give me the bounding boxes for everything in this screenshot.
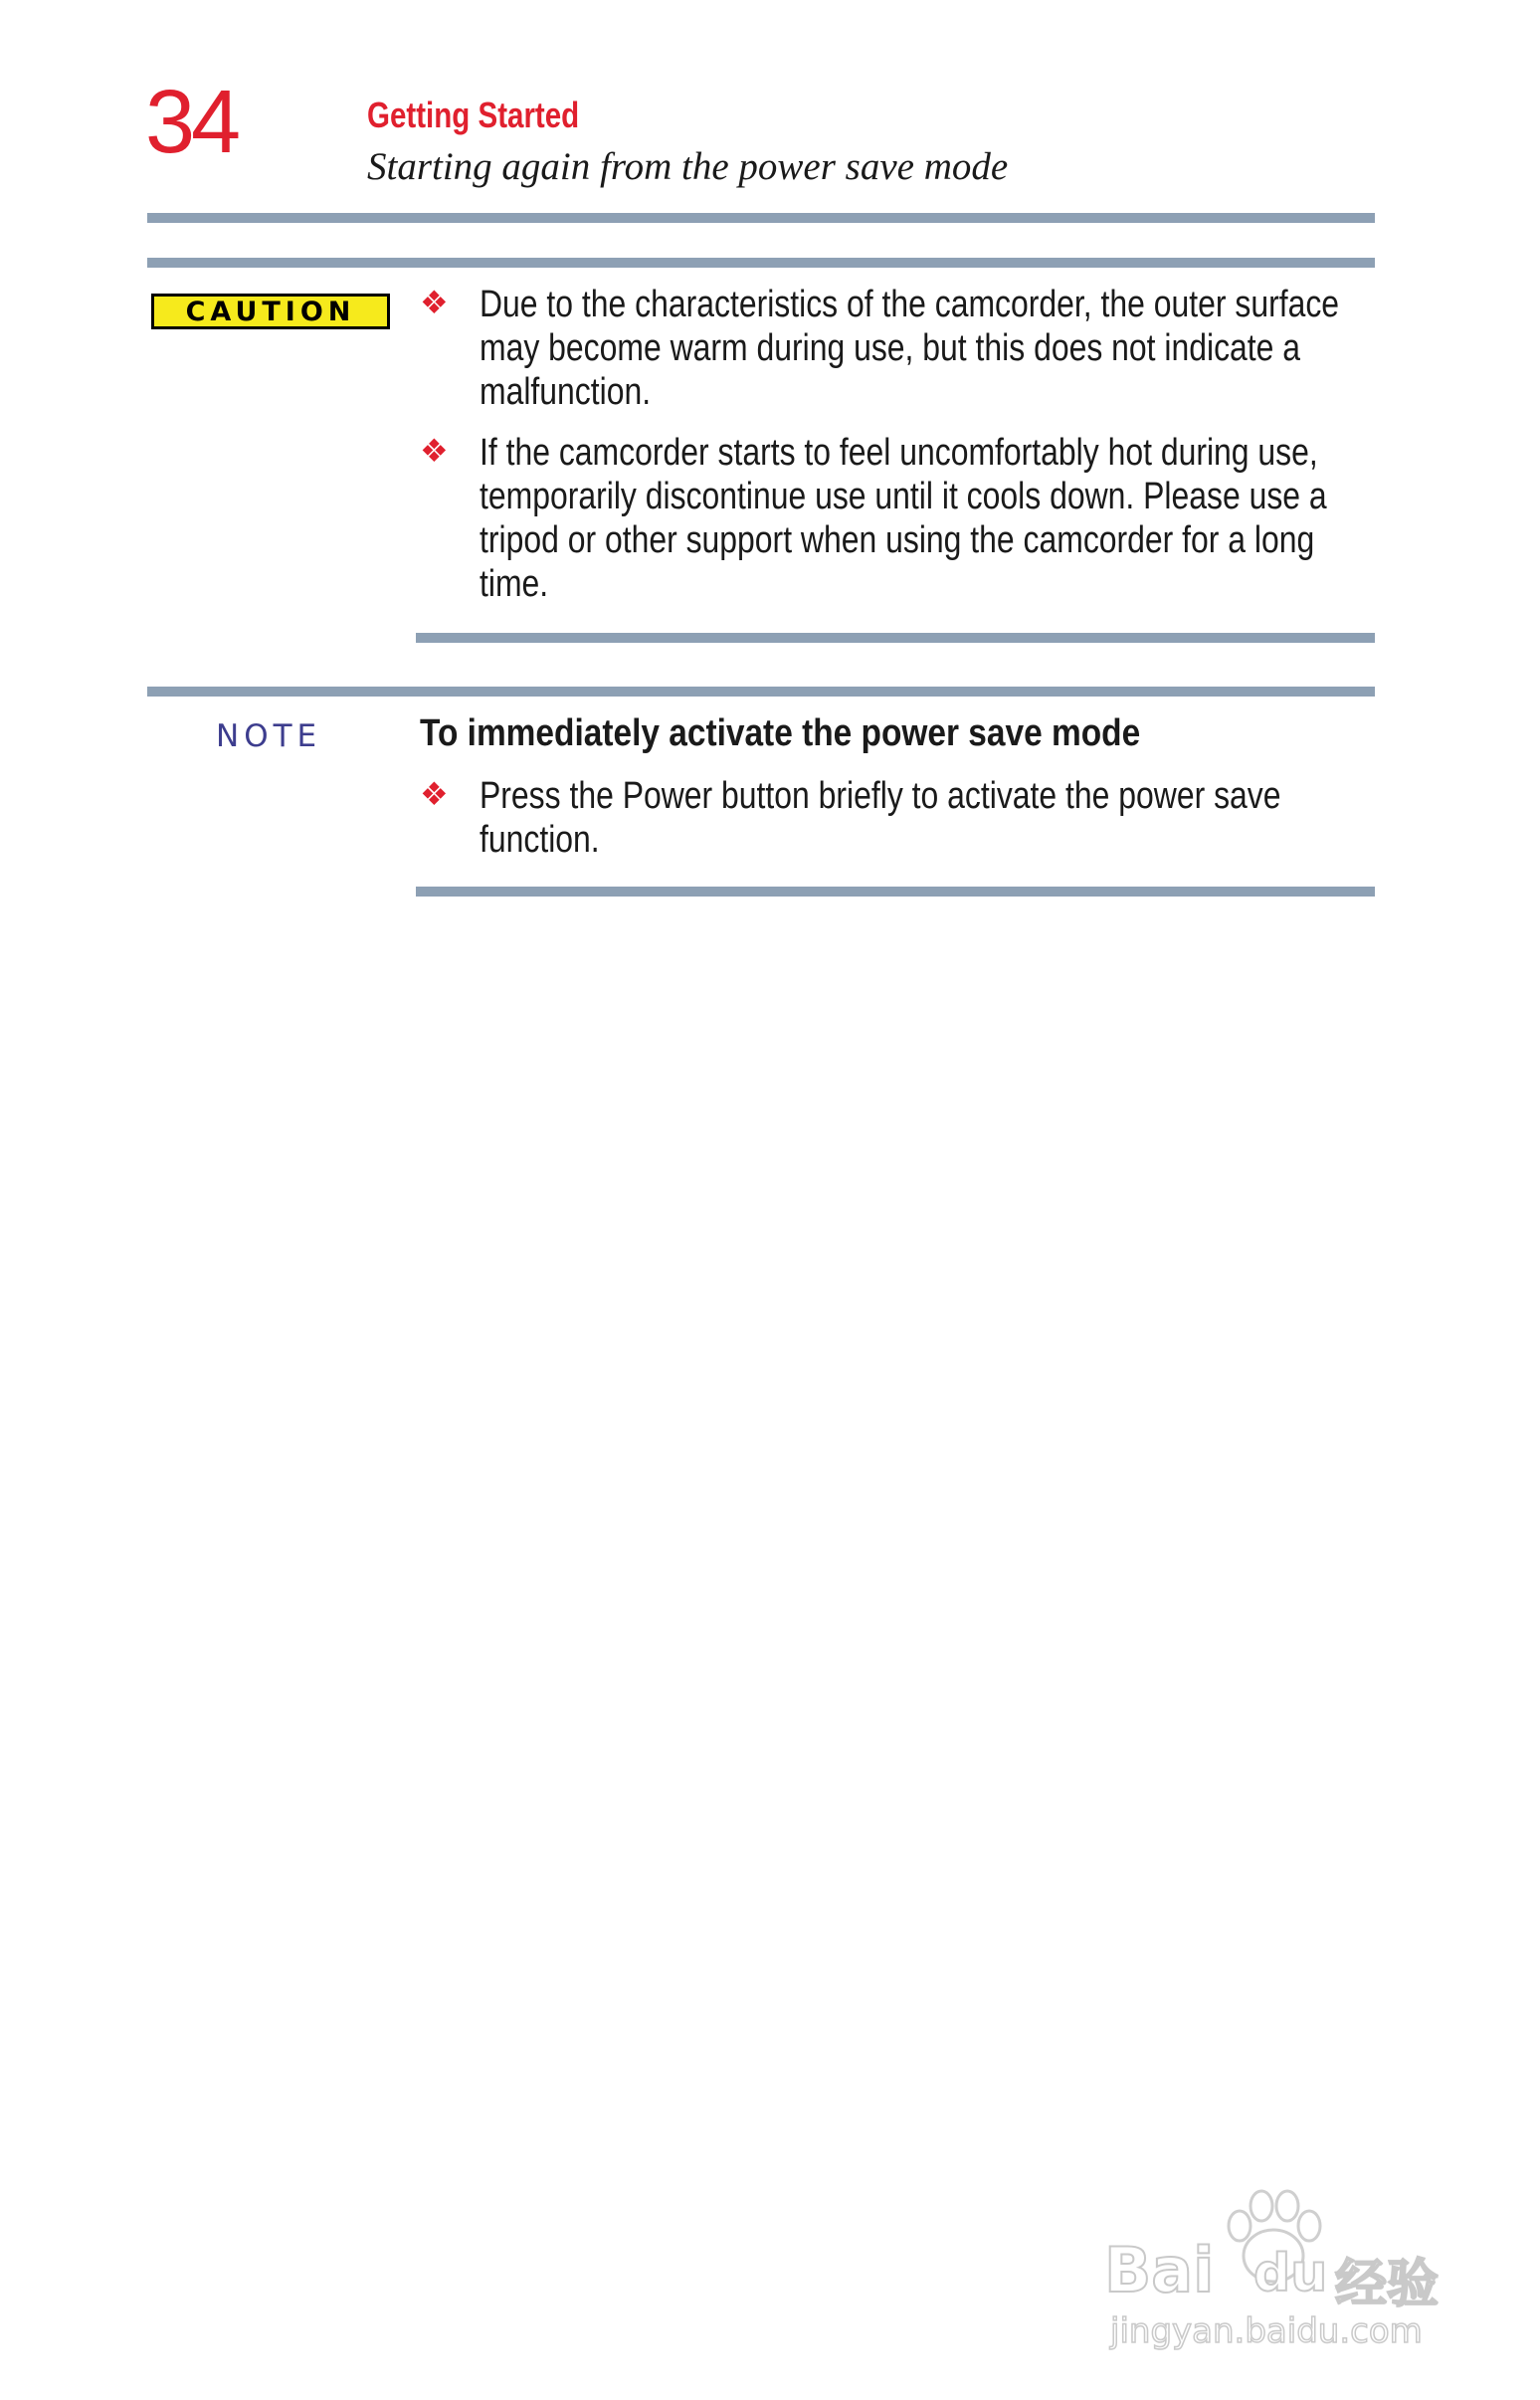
- header-rule: [147, 213, 1375, 223]
- note-top-rule: [147, 687, 1375, 697]
- list-item-text: If the camcorder starts to feel uncomfortably hot during use, temporarily discontinue use until it cools down. Please use a tripod or other support when using the camcorder for a long time.: [480, 432, 1327, 605]
- note-bottom-rule: [416, 887, 1375, 897]
- caution-top-rule: [147, 258, 1375, 268]
- watermark-cn: 经验: [1335, 2255, 1440, 2314]
- note-heading: To immediately activate the power save mode: [420, 712, 1141, 754]
- diamond-bullet-icon: ❖: [420, 285, 449, 320]
- watermark-brand: Bai: [1104, 2234, 1215, 2306]
- watermark-brand-suffix: du: [1253, 2244, 1328, 2303]
- watermark: [1104, 2184, 1462, 2353]
- note-list: [420, 774, 1375, 879]
- section-title: Starting again from the power save mode: [367, 145, 1009, 188]
- list-item: [420, 431, 1375, 606]
- diamond-bullet-icon: ❖: [420, 776, 449, 812]
- watermark-url: jingyan.baidu.com: [1110, 2311, 1423, 2351]
- list-item-text: Press the Power button briefly to activate the power save function.: [480, 775, 1281, 861]
- caution-bottom-rule: [416, 633, 1375, 643]
- diamond-bullet-icon: ❖: [420, 433, 449, 469]
- chapter-title: Getting Started: [367, 95, 580, 135]
- page-number: 34: [145, 73, 238, 172]
- list-item-text: Due to the characteristics of the camcorder, the outer surface may become warm during use, but this does not indicate a malfunction.: [480, 284, 1340, 413]
- caution-badge: CAUTION: [151, 294, 390, 329]
- list-item: [420, 283, 1375, 414]
- list-item: [420, 774, 1375, 862]
- caution-list: [420, 283, 1375, 623]
- note-label: NOTE: [216, 718, 322, 754]
